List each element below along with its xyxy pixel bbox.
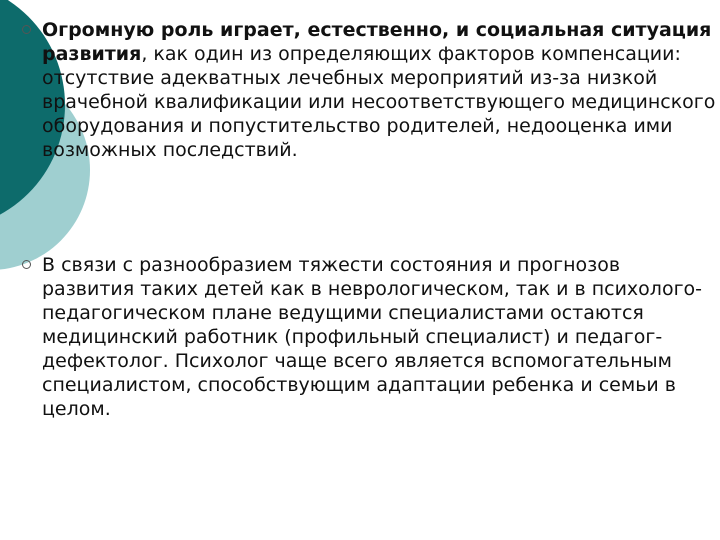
hollow-circle-bullet-icon	[22, 25, 31, 34]
bullet-item-specialists	[22, 253, 716, 421]
bullet-item-social-situation	[22, 18, 716, 162]
bullet-text: , как один из определяющих факторов компенсации: отсутствие адекватных лечебных мероприятий из-за низкой врачебной квалификации или несоответствующего медицинского оборудования и попустительство родителей, недооценка ими возможных последствий.	[42, 43, 716, 161]
hollow-circle-bullet-icon	[22, 260, 31, 269]
bullet-text: В связи с разнообразием тяжести состояния и прогнозов развития таких детей как в неврологическом, так и в психолого-педагогическом плане ведущими специалистами остаются медицинский работник (профильный специалист) и педагог-дефектолог. Психолог чаще всего является вспомогательным специалистом, способствующим адаптации ребенка и семьи в целом.	[42, 254, 703, 420]
bullet-list	[22, 18, 716, 421]
bullet-bold-text: Огромную роль играет, естественно, и социальная ситуация развития	[42, 19, 712, 65]
